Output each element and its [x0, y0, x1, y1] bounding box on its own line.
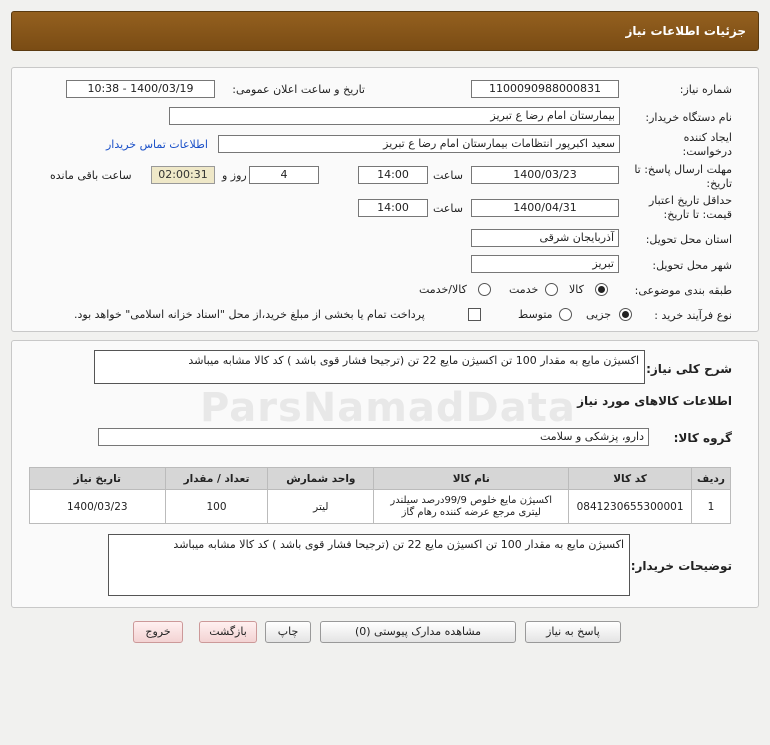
validity-time-label: ساعت	[433, 202, 463, 215]
announce-field: 1400/03/19 - 10:38	[66, 80, 215, 98]
city-field: تبریز	[471, 255, 619, 273]
deadline-time-field: 14:00	[358, 166, 428, 184]
creator-label: ایجاد کننده درخواست:	[682, 131, 732, 158]
category-label: طبقه بندی موضوعی:	[634, 284, 732, 297]
summary-label: شرح کلی نیاز:	[646, 362, 732, 376]
validity-date-field: 1400/04/31	[471, 199, 619, 217]
validity-label: حداقل تاریخ اعتبار قیمت: تا تاریخ:	[648, 194, 732, 221]
goods-table	[29, 467, 731, 524]
row-unit: لیتر	[268, 490, 374, 524]
col-date: تاریخ نیاز	[30, 468, 166, 490]
category-radio-goods[interactable]	[595, 283, 608, 296]
category-both-label: کالا/خدمت	[419, 283, 467, 296]
category-radio-service[interactable]	[545, 283, 558, 296]
col-qty: تعداد / مقدار	[165, 468, 268, 490]
category-goods-label: کالا	[569, 283, 584, 296]
goods-group-label: گروه کالا:	[673, 431, 732, 445]
province-field: آذربایجان شرقی	[471, 229, 619, 247]
view-attachments-button[interactable]: مشاهده مدارک پیوستی (0)	[320, 621, 516, 643]
row-code: 0841230655300001	[569, 490, 692, 524]
city-label: شهر محل تحویل:	[652, 259, 732, 272]
goods-table-header	[30, 468, 731, 490]
process-radio-medium[interactable]	[559, 308, 572, 321]
contact-info-link[interactable]: اطلاعات تماس خریدار	[106, 138, 208, 151]
row-name: اکسیژن مایع خلوص 99/9درصد سیلندر لیتری مرجع عرضه کننده رهام گاز	[374, 490, 569, 524]
col-index: ردیف	[691, 468, 730, 490]
process-radio-minor[interactable]	[619, 308, 632, 321]
creator-field: سعید اکبرپور انتظامات بیمارستان امام رضا ع تبریز	[218, 135, 620, 153]
exit-button[interactable]: خروج	[133, 621, 183, 643]
buyer-notes-label: توضیحات خریدار:	[630, 559, 732, 573]
buyer-org-field: بیمارستان امام رضا ع تبریز	[169, 107, 620, 125]
validity-time-field: 14:00	[358, 199, 428, 217]
buyer-org-label: نام دستگاه خریدار:	[645, 111, 732, 124]
reply-button[interactable]: پاسخ به نیاز	[525, 621, 621, 643]
province-label: استان محل تحویل:	[645, 233, 732, 246]
table-row	[30, 490, 731, 524]
deadline-time-label: ساعت	[433, 169, 463, 182]
deadline-date-field: 1400/03/23	[471, 166, 619, 184]
row-index: 1	[691, 490, 730, 524]
goods-group-field: دارو، پزشکی و سلامت	[98, 428, 649, 446]
category-service-label: خدمت	[509, 283, 539, 296]
col-unit: واحد شمارش	[268, 468, 374, 490]
summary-box: اکسیژن مایع به مقدار 100 تن اکسیژن مایع 22 تن (ترجیحا فشار قوی باشد ) کد کالا مشابه میباشد	[94, 350, 645, 384]
need-number-field: 1100090988000831	[471, 80, 619, 98]
col-name: نام کالا	[374, 468, 569, 490]
goods-section-title: اطلاعات کالاهای مورد نیاز	[577, 394, 732, 408]
remaining-timer: 02:00:31	[151, 166, 215, 184]
print-button[interactable]: چاپ	[265, 621, 311, 643]
treasury-payment-note: پرداخت تمام یا بخشی از مبلغ خرید،از محل "اسناد خزانه اسلامی" خواهد بود.	[74, 308, 425, 321]
process-medium-label: متوسط	[518, 308, 553, 321]
days-label: روز و	[222, 169, 247, 182]
announce-label: تاریخ و ساعت اعلان عمومی:	[232, 83, 365, 96]
category-radio-both[interactable]	[478, 283, 491, 296]
buyer-notes-box: اکسیژن مایع به مقدار 100 تن اکسیژن مایع 22 تن (ترجیحا فشار قوی باشد ) کد کالا مشابه میباشد	[108, 534, 630, 596]
page-title: جزئیات اطلاعات نیاز	[625, 24, 746, 38]
need-number-label: شماره نیاز:	[679, 83, 732, 96]
deadline-label: مهلت ارسال پاسخ: تا تاریخ:	[634, 163, 732, 190]
process-label: نوع فرآیند خرید :	[654, 309, 732, 322]
row-date: 1400/03/23	[30, 490, 166, 524]
row-qty: 100	[165, 490, 268, 524]
back-button[interactable]: بازگشت	[199, 621, 257, 643]
remaining-label: ساعت باقی مانده	[50, 169, 132, 182]
treasury-payment-checkbox[interactable]	[468, 308, 481, 321]
col-code: کد کالا	[569, 468, 692, 490]
days-field: 4	[249, 166, 319, 184]
process-minor-label: جزیی	[586, 308, 612, 321]
page-header	[11, 11, 759, 51]
